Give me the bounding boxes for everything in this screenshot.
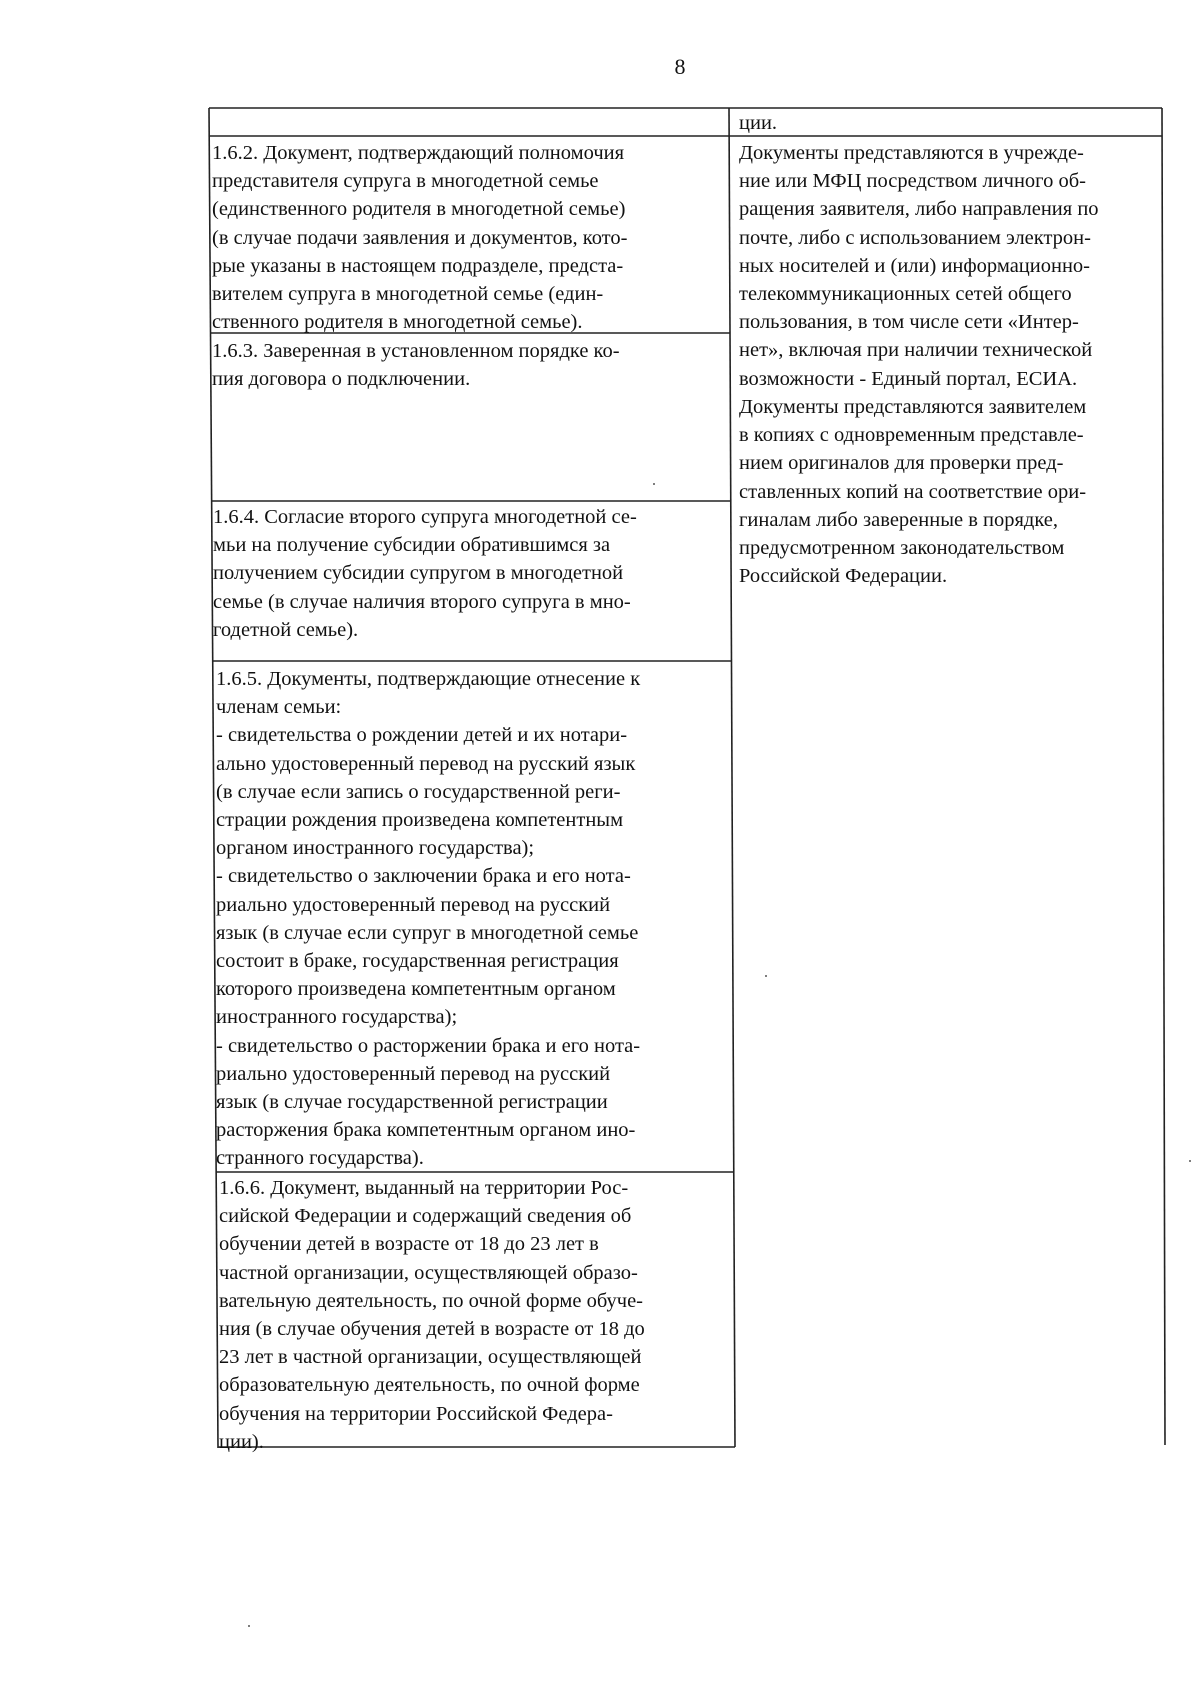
- row-1-6-2: 1.6.2. Документ, подтверждающий полномочия представителя супруга в многодетной семье (единственного родителя в многодетной семье) (в случае подачи заявления и документов, кото- рые указаны в настоящем подразделе, предста- вителем супруга в многодетной семье (един- ственного родителя в многодетной семье).: [212, 142, 628, 334]
- scan-speck: [765, 975, 767, 977]
- scan-speck: [653, 483, 655, 485]
- submission-method-paragraph: Документы представляются в учрежде- ние или МФЦ посредством личного об- ращения заявителя, либо направления по почте, либо с использованием электрон- ных носителей и (или) информационно- телекоммуникационных сетей общего пользования, в том числе сети «Интер- нет», включая при наличии технической возможности - Единый портал, ЕСИА.: [739, 142, 1099, 390]
- row-1-6-3: 1.6.3. Заверенная в установленном порядке ко- пия договора о подключении.: [212, 340, 620, 391]
- copies-requirement-paragraph: Документы представляются заявителем в копиях с одновременным представле- нием оригиналов для проверки пред- ставленных копий на соответствие ори- гиналам либо заверенные в порядке, предусмотренном законодательством Российской Федерации.: [739, 396, 1087, 588]
- scan-speck: [1189, 1160, 1191, 1162]
- row-1-6-5: 1.6.5. Документы, подтверждающие отнесение к членам семьи: - свидетельства о рождении детей и их нотари- ально удостоверенный перевод на русский язык (в случае если запись о государственной реги- страции рождения произведена компетентным органом иностранного государства); - свидетельство о заключении брака и его нота- риально удостоверенный перевод на русский язык (в случае если супруг в многодетной семье состоит в браке, государственная регистрация которого произведена компетентным органом иностранного государства); - свидетельство о расторжении брака и его нота- риально удостоверенный перевод на русский язык (в случае государственной регистрации расторжения брака компетентным органом ино- странного государства).: [216, 668, 641, 1170]
- row-1-6-6: 1.6.6. Документ, выданный на территории Рос- сийской Федерации и содержащий сведения об обучении детей в возрасте от 18 до 23 лет в частной организации, осуществляющей образо- вательную деятельность, по очной форме обуче- ния (в случае обучения детей в возрасте от 18 до 23 лет в частной организации, осуществляющей образовательную деятельность, по очной форме обучения на территории Российской Федера- ции).: [219, 1177, 645, 1453]
- page-number: 8: [674, 54, 686, 79]
- scan-speck: [248, 1625, 250, 1627]
- header-continuation: ции.: [739, 112, 778, 134]
- row-1-6-4: 1.6.4. Согласие второго супруга многодетной се- мьи на получение субсидии обратившимся за получением субсидии супругом в многодетной семье (в случае наличия второго супруга в мно- годетной семье).: [213, 506, 637, 641]
